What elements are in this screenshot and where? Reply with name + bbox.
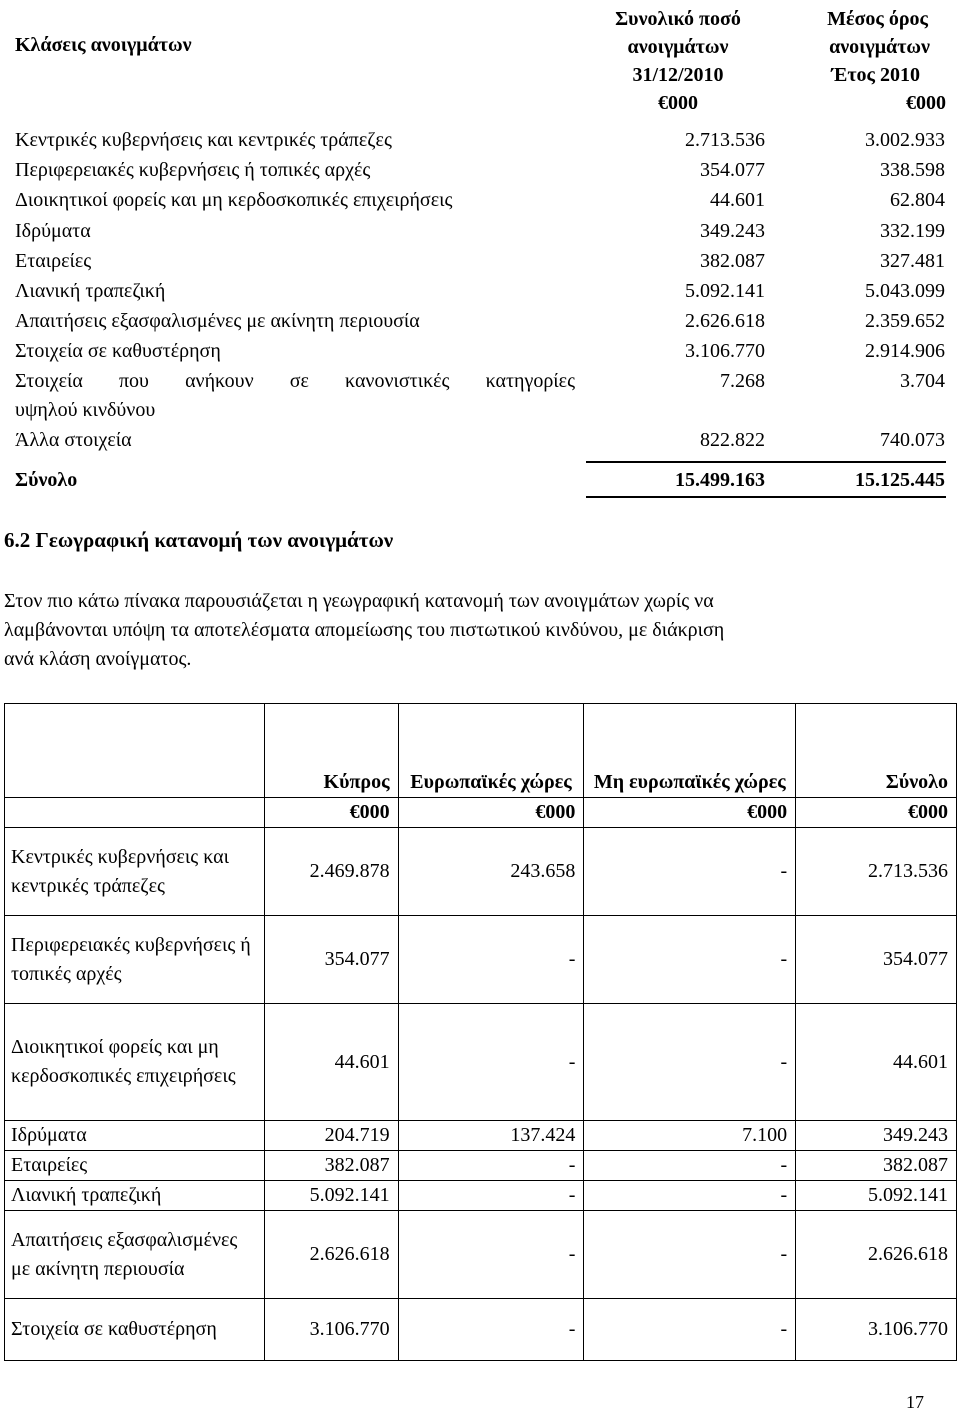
row-label: Κεντρικές κυβερνήσεις και κεντρικές τράπεζες — [15, 129, 392, 151]
cell-non-europe: - — [584, 1151, 796, 1181]
table-row — [5, 1181, 957, 1211]
cell-europe: - — [398, 1004, 584, 1121]
row-label: Απαιτήσεις εξασφαλισμένες με ακίνητη περιουσία — [15, 310, 420, 332]
col1-header-date: 31/12/2010 — [632, 64, 724, 86]
cell-total: 44.601 — [796, 1004, 957, 1121]
total-separator — [586, 461, 946, 463]
row-avg: 2.914.906 — [865, 340, 945, 362]
page-number: 17 — [906, 1392, 924, 1412]
total-avg: 15.125.445 — [855, 469, 945, 491]
cell-non-europe: - — [584, 1299, 796, 1361]
total-row — [15, 466, 945, 495]
table-row — [15, 337, 945, 367]
col1-header-line1: Συνολικό ποσό — [615, 8, 741, 30]
total-value: 15.499.163 — [675, 469, 765, 491]
table-row — [15, 217, 945, 247]
cell-total: 3.106.770 — [796, 1299, 957, 1361]
row-avg: 332.199 — [880, 220, 945, 242]
paragraph-line1: Στον πιο κάτω πίνακα παρουσιάζεται η γεωγραφική κατανομή των ανοιγμάτων χωρίς να — [4, 590, 714, 612]
unit-total: €000 — [796, 798, 957, 828]
cell-non-europe: - — [584, 1181, 796, 1211]
row-label: Εταιρείες — [5, 1151, 265, 1181]
row-total: 2.713.536 — [685, 129, 765, 151]
row-label: Στοιχεία σε καθυστέρηση — [15, 340, 221, 362]
row-label-line2: υψηλού κινδύνου — [15, 399, 156, 421]
col-header-non-europe: Μη ευρωπαϊκές χώρες — [584, 704, 796, 798]
total-label: Σύνολο — [15, 469, 78, 491]
cell-total: 2.713.536 — [796, 828, 957, 916]
cell-total: 2.626.618 — [796, 1211, 957, 1299]
table-row — [15, 247, 945, 277]
row-label-line1: Στοιχεία που ανήκουν σε κανονιστικές κατηγορίες — [15, 370, 575, 392]
cell-cyprus: 204.719 — [264, 1121, 398, 1151]
cell-europe: - — [398, 1151, 584, 1181]
table1-body — [15, 126, 945, 456]
cell-europe: - — [398, 1299, 584, 1361]
table-row — [5, 1121, 957, 1151]
cell-europe: 243.658 — [398, 828, 584, 916]
row-label: Περιφερειακές κυβερνήσεις ή τοπικές αρχές — [15, 159, 371, 181]
table-row — [5, 828, 957, 916]
table-row — [5, 1299, 957, 1361]
section-paragraph — [4, 587, 954, 674]
geographic-distribution-table — [4, 703, 957, 1361]
row-label: Ιδρύματα — [5, 1121, 265, 1151]
section-title: 6.2 Γεωγραφική κατανομή των ανοιγμάτων — [4, 528, 394, 552]
col1-header-line2: ανοιγμάτων — [627, 36, 729, 58]
row-label: Ιδρύματα — [15, 220, 91, 242]
cell-non-europe: - — [584, 916, 796, 1004]
cell-cyprus: 5.092.141 — [264, 1181, 398, 1211]
table-row — [5, 1004, 957, 1121]
cell-europe: - — [398, 1181, 584, 1211]
row-avg: 327.481 — [880, 250, 945, 272]
row-avg: 2.359.652 — [865, 310, 945, 332]
cell-europe: - — [398, 1211, 584, 1299]
paragraph-line2: λαμβάνονται υπόψη τα αποτελέσματα απομείωσης του πιστωτικού κινδύνου, με διάκριση — [4, 619, 725, 641]
table-row — [5, 1211, 957, 1299]
table-row — [5, 1151, 957, 1181]
row-avg: 740.073 — [880, 429, 945, 451]
col1-header-unit: €000 — [658, 92, 698, 114]
row-avg: 62.804 — [890, 189, 945, 211]
cell-total: 354.077 — [796, 916, 957, 1004]
table-row — [15, 307, 945, 337]
row-total: 7.268 — [720, 370, 765, 392]
cell-non-europe: - — [584, 1211, 796, 1299]
row-label: Άλλα στοιχεία — [15, 429, 132, 451]
table1-avg-header — [776, 5, 946, 117]
col-header-europe: Ευρωπαϊκές χώρες — [398, 704, 584, 798]
cell-europe: 137.424 — [398, 1121, 584, 1151]
unit-non-europe: €000 — [584, 798, 796, 828]
cell-total: 349.243 — [796, 1121, 957, 1151]
cell-cyprus: 354.077 — [264, 916, 398, 1004]
table-row — [15, 156, 945, 186]
row-label: Λιανική τραπεζική — [15, 280, 166, 302]
table-row — [15, 426, 945, 456]
col2-header-date: Έτος 2010 — [831, 64, 920, 86]
table-row — [15, 277, 945, 307]
unit-europe: €000 — [398, 798, 584, 828]
cell-europe: - — [398, 916, 584, 1004]
col-header-total: Σύνολο — [796, 704, 957, 798]
cell-cyprus: 44.601 — [264, 1004, 398, 1121]
row-total: 5.092.141 — [685, 280, 765, 302]
row-total: 822.822 — [700, 429, 765, 451]
col2-header-line1: Μέσος όρος — [827, 8, 928, 30]
row-label: Διοικητικοί φορείς και μη κερδοσκοπικές επιχειρήσεις — [15, 189, 453, 211]
table2-unit-row — [5, 798, 957, 828]
row-label: Στοιχεία σε καθυστέρηση — [5, 1299, 265, 1361]
row-avg: 3.704 — [900, 370, 945, 392]
cell-cyprus: 382.087 — [264, 1151, 398, 1181]
unit-empty — [5, 798, 265, 828]
row-label: Κεντρικές κυβερνήσεις και κεντρικές τράπεζες — [5, 828, 265, 916]
row-label: Εταιρείες — [15, 250, 92, 272]
row-label: Απαιτήσεις εξασφαλισμένες με ακίνητη περιουσία — [5, 1211, 265, 1299]
col2-header-line2: ανοιγμάτων — [829, 36, 930, 58]
table-row — [15, 126, 945, 156]
col2-header-unit: €000 — [906, 92, 946, 114]
cell-non-europe: 7.100 — [584, 1121, 796, 1151]
unit-cyprus: €000 — [264, 798, 398, 828]
cell-non-europe: - — [584, 828, 796, 916]
row-label — [15, 367, 595, 426]
row-total: 44.601 — [710, 189, 765, 211]
table2-header-empty — [5, 704, 265, 798]
table-row — [5, 916, 957, 1004]
row-total: 3.106.770 — [685, 340, 765, 362]
cell-non-europe: - — [584, 1004, 796, 1121]
table-row — [15, 367, 945, 426]
paragraph-line3: ανά κλάση ανοίγματος. — [4, 648, 192, 670]
row-label: Διοικητικοί φορείς και μη κερδοσκοπικές επιχειρήσεις — [5, 1004, 265, 1121]
table2-header-row — [5, 704, 957, 798]
total-underline — [586, 496, 946, 498]
cell-cyprus: 2.626.618 — [264, 1211, 398, 1299]
row-label: Λιανική τραπεζική — [5, 1181, 265, 1211]
cell-cyprus: 2.469.878 — [264, 828, 398, 916]
row-avg: 338.598 — [880, 159, 945, 181]
table-row — [15, 186, 945, 217]
col-header-cyprus: Κύπρος — [264, 704, 398, 798]
row-total: 382.087 — [700, 250, 765, 272]
cell-total: 382.087 — [796, 1151, 957, 1181]
row-total: 354.077 — [700, 159, 765, 181]
row-total: 2.626.618 — [685, 310, 765, 332]
cell-total: 5.092.141 — [796, 1181, 957, 1211]
row-avg: 3.002.933 — [865, 129, 945, 151]
row-label: Περιφερειακές κυβερνήσεις ή τοπικές αρχές — [5, 916, 265, 1004]
cell-cyprus: 3.106.770 — [264, 1299, 398, 1361]
row-total: 349.243 — [700, 220, 765, 242]
row-avg: 5.043.099 — [865, 280, 945, 302]
table1-label-header: Κλάσεις ανοιγμάτων — [15, 34, 192, 56]
table1-total-header — [588, 5, 768, 117]
